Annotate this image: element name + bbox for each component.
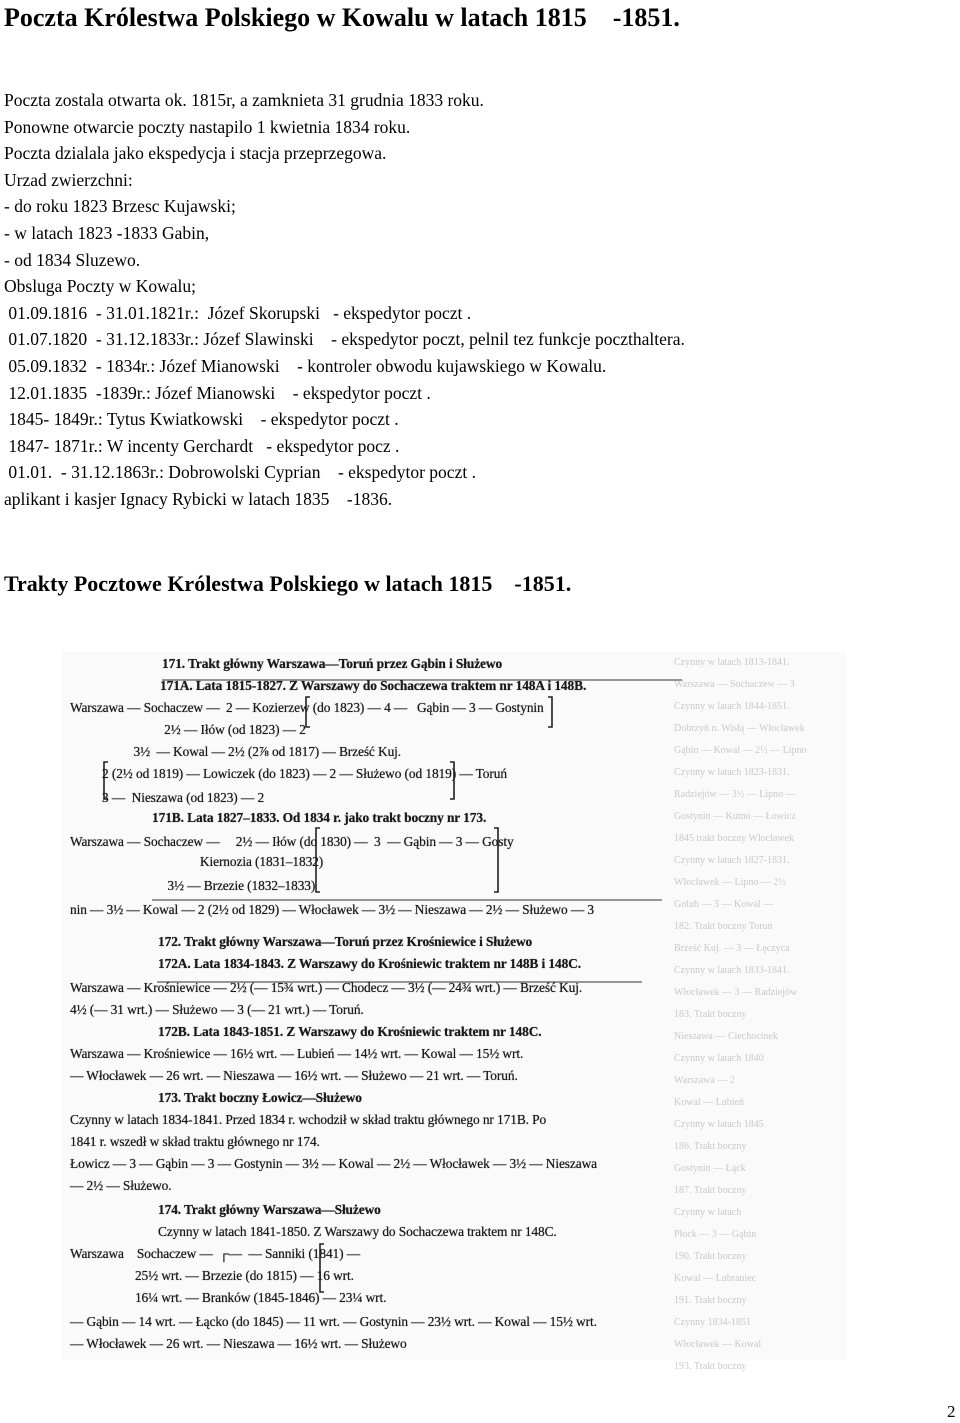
route-line: 1841 r. wszedł w skład traktu głównego nr 174. (70, 1134, 320, 1149)
route-heading: 171A. Lata 1815-1827. Z Warszawy do Sochaczewa traktem nr 148A i 148B. (160, 678, 587, 693)
route-line: Warszawa — Sochaczew — 2 — Kozierzew (do 1823) — 4 — Gąbin — 3 — Gostynin (70, 700, 544, 715)
staff-entry: 01.07.1820 - 31.12.1833r.: Józef Slawinski - ekspedytor poczt, pelnil tez funkcje poczthaltera. (4, 329, 685, 350)
staff-entry: 1845- 1849r.: Tytus Kwiatkowski - ekspedytor poczt . (4, 409, 399, 430)
route-line: — Gąbin — 14 wrt. — Łącko (do 1845) — 11 wrt. — Gostynin — 23½ wrt. — Kowal — 15½ wrt. (70, 1314, 597, 1329)
route-line: — Włocławek — 26 wrt. — Nieszawa — 16½ wrt. — Służewo (70, 1336, 407, 1351)
route-line: Warszawa — Sochaczew — 2½ — Iłów (do 1830) — 3 — Gąbin — 3 — Gosty (70, 834, 514, 849)
scan-bleed-through-text: Czynny w latach 1813-1841. Warszawa — Sochaczew — 3 Czynny w latach 1844-1851. Dobrzyń n. Wisłą — Włocławek Gąbin — Kowal — 2½ — Lipno Czynny w latach 1823-1831. Radziejów — 3½ — Lipno — Gostynin — Kutno — Łowicz 1845 trakt boczny Włocławek Czynny w latach 1827-1831. Włocławek — Lipno — 2½ Golub — 3 — Kowal — 182. Trakt boczny Toruń Brześć Kuj. — 3 — Łęczyca Czynny w latach 1833-1841. Włocławek — 3 — Radziejów 183. Trakt boczny Nieszawa — Ciechocinek Czynny w latach 1840 Warszawa — 2 Kowal — Lubień Czynny w latach 1845 186. Trakt boczny Gostynin — Łąck 187. Trakt boczny Czynny w latach Płock — 3 — Gąbin 190. Trakt boczny Kowal — Lubraniec 191. Trakt boczny Czynny 1834-1851 Włocławek — Kowal 193. Trakt boczny (674, 657, 807, 1372)
route-line: 2½ — Iłów (od 1823) — 2 (70, 722, 306, 737)
text-line: Ponowne otwarcie poczty nastapilo 1 kwietnia 1834 roku. (4, 116, 411, 137)
route-heading: 173. Trakt boczny Łowicz—Służewo (158, 1090, 362, 1105)
bracket-171a-right (548, 697, 552, 727)
text-line: Poczta dzialala jako ekspedycja i stacja przeprzegowa. (4, 143, 387, 164)
route-line: Warszawa Sochaczew — ┌— — Sanniki (1841) — (70, 1246, 361, 1261)
route-line: — Włocławek — 26 wrt. — Nieszawa — 16½ wrt. — Służewo — 21 wrt. — Toruń. (70, 1068, 518, 1083)
route-heading: 171. Trakt główny Warszawa—Toruń przez Gąbin i Służewo (162, 656, 503, 671)
route-line: 3 — Nieszawa (od 1823) — 2 (102, 790, 265, 805)
page-title: Poczta Królestwa Polskiego w Kowalu w latach 1815 -1851. (4, 3, 680, 32)
route-line: 2 (2½ od 1819) — Lowiczek (do 1823) — 2 — Służewo (od 1819) — Toruń (102, 766, 507, 781)
staff-entry: 1847- 1871r.: W incenty Gerchardt - ekspedytor pocz . (4, 435, 400, 456)
route-line: Łowicz — 3 — Gąbin — 3 — Gostynin — 3½ — Kowal — 2½ — Włocławek — 3½ — Nieszawa (70, 1156, 598, 1171)
text-line: Obsluga Poczty w Kowalu; (4, 276, 196, 297)
route-line: 4½ (— 31 wrt.) — Służewo — 3 (— 21 wrt.) — Toruń. (70, 1002, 364, 1017)
scanned-routes-image (62, 652, 846, 1372)
staff-entry: 01.01. - 31.12.1863r.: Dobrowolski Cyprian - ekspedytor poczt . (4, 462, 476, 483)
staff-entry: 01.09.1816 - 31.01.1821r.: Józef Skorupski - ekspedytor poczt . (4, 302, 472, 323)
route-heading: 174. Trakt główny Warszawa—Służewo (158, 1202, 381, 1217)
route-line: 3½ — Brzezie (1832–1833) (70, 878, 316, 893)
text-line: Poczta zostala otwarta ok. 1815r, a zamknieta 31 grudnia 1833 roku. (4, 90, 484, 110)
text-line: Urzad zwierzchni: (4, 169, 133, 190)
staff-entry: 12.01.1835 -1839r.: Józef Mianowski - ekspedytor poczt . (4, 382, 431, 403)
route-line: — 2½ — Służewo. (70, 1178, 172, 1193)
route-line: Czynny w latach 1841-1850. Z Warszawy do Sochaczewa traktem nr 148C. (158, 1224, 557, 1239)
route-line: Warszawa — Krośniewice — 2½ (— 15¾ wrt.) — Chodecz — 3½ (— 24¾ wrt.) — Brześć Kuj. (70, 980, 583, 995)
route-line: Czynny w latach 1834-1841. Przed 1834 r. wchodził w skład traktu głównego nr 171B. Po (70, 1112, 547, 1127)
text-line: - w latach 1823 -1833 Gabin, (4, 222, 210, 243)
route-line: Warszawa — Krośniewice — 16½ wrt. — Lubień — 14½ wrt. — Kowal — 15½ wrt. (70, 1046, 524, 1061)
text-line: - od 1834 Sluzewo. (4, 249, 141, 270)
post-office-history (4, 87, 685, 513)
route-line: Kiernozia (1831–1832) (70, 854, 324, 869)
route-line: 16¼ wrt. — Branków (1845-1846) — 23¼ wrt. (70, 1290, 387, 1305)
staff-entry: 05.09.1832 - 1834r.: Józef Mianowski - kontroler obwodu kujawskiego w Kowalu. (4, 355, 607, 376)
text-line: - do roku 1823 Brzesc Kujawski; (4, 196, 236, 217)
page-number: 2 (947, 1402, 956, 1421)
route-heading: 172B. Lata 1843-1851. Z Warszawy do Krośniewic traktem nr 148C. (158, 1024, 542, 1039)
route-line: 25½ wrt. — Brzezie (do 1815) — 16 wrt. (70, 1268, 354, 1283)
route-line: 3½ — Kowal — 2½ (2⅞ od 1817) — Brześć Kuj. (114, 744, 402, 759)
route-heading: 172A. Lata 1834-1843. Z Warszawy do Krośniewic traktem nr 148B i 148C. (158, 956, 581, 971)
route-heading: 172. Trakt główny Warszawa—Toruń przez Krośniewice i Służewo (158, 934, 533, 949)
route-line: nin — 3½ — Kowal — 2 (2½ od 1829) — Włocławek — 3½ — Nieszawa — 2½ — Służewo — 3 (70, 902, 594, 917)
text-line: aplikant i kasjer Ignacy Rybicki w latach 1835 -1836. (4, 488, 393, 509)
section-title: Trakty Pocztowe Królestwa Polskiego w latach 1815 -1851. (4, 571, 572, 596)
route-heading: 171B. Lata 1827–1833. Od 1834 r. jako trakt boczny nr 173. (152, 810, 487, 825)
